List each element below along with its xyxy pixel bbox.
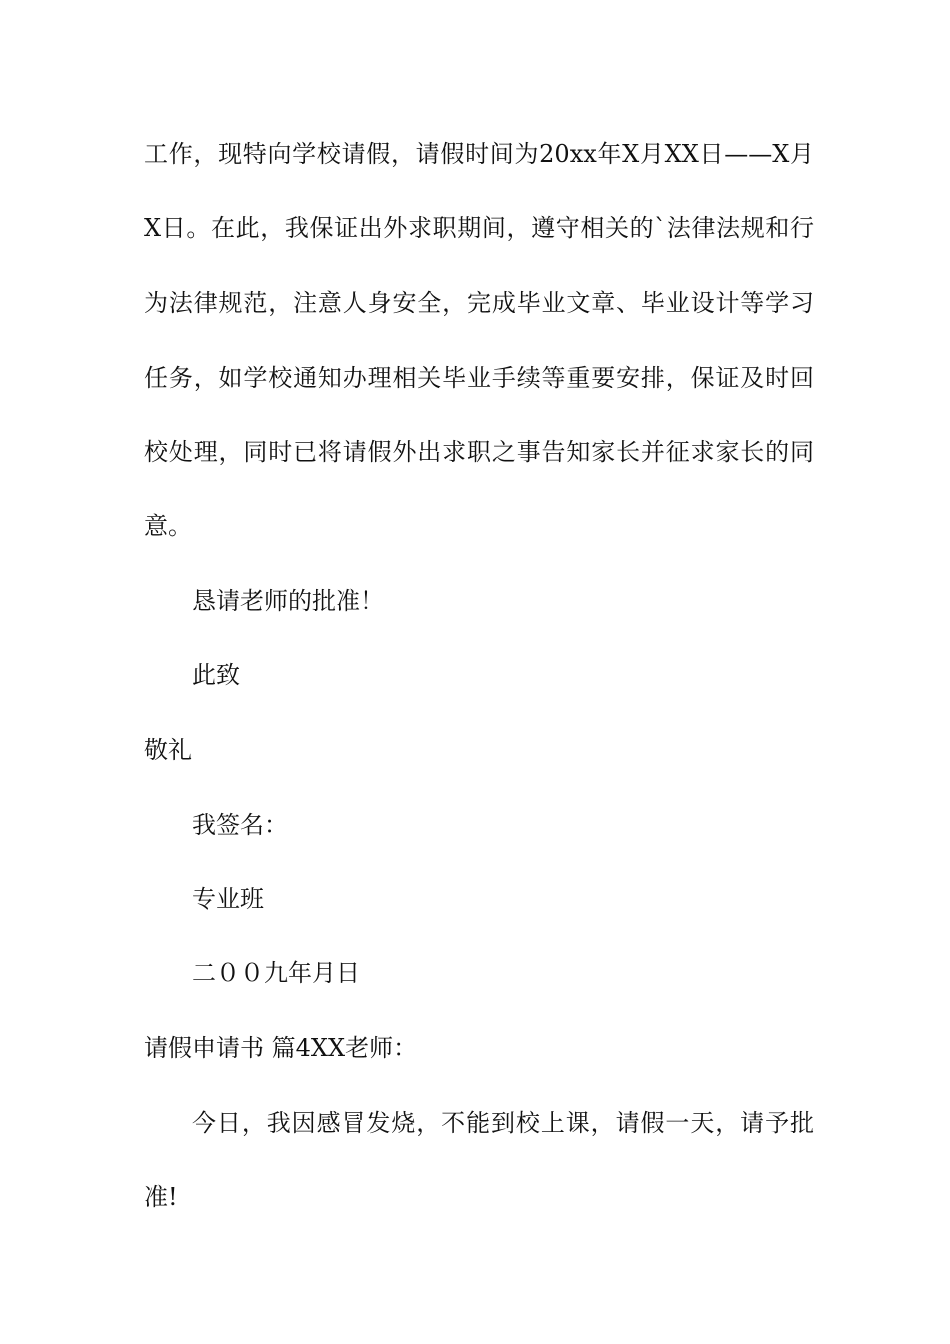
paragraph-line-5: 校处理，同时已将请假外出求职之事告知家长并征求家长的同	[144, 438, 814, 466]
paragraph-line-6: 意。	[144, 512, 192, 540]
paragraph2-line-1: 今日，我因感冒发烧，不能到校上课，请假一天，请予批	[192, 1109, 814, 1137]
date-line: 二００九年月日	[192, 959, 360, 987]
signature-label: 我签名：	[192, 811, 288, 839]
paragraph-line-2: X日。在此，我保证出外求职期间，遵守相关的`法律法规和行	[144, 214, 814, 242]
paragraph-line-1: 工作，现特向学校请假，请假时间为20xx年X月XX日——X月	[144, 140, 814, 168]
class-label: 专业班	[192, 885, 264, 913]
paragraph2-line-2: 准!	[144, 1183, 178, 1211]
section-heading-line: 请假申请书 篇4XX老师：	[144, 1034, 418, 1062]
paragraph-line-4: 任务，如学校通知办理相关毕业手续等重要安排，保证及时回	[144, 364, 814, 392]
closing-cizhi: 此致	[192, 661, 240, 689]
request-approval-line: 恳请老师的批准！	[192, 587, 384, 615]
paragraph-line-3: 为法律规范，注意人身安全，完成毕业文章、毕业设计等学习	[144, 289, 814, 317]
closing-jingli: 敬礼	[144, 736, 192, 764]
